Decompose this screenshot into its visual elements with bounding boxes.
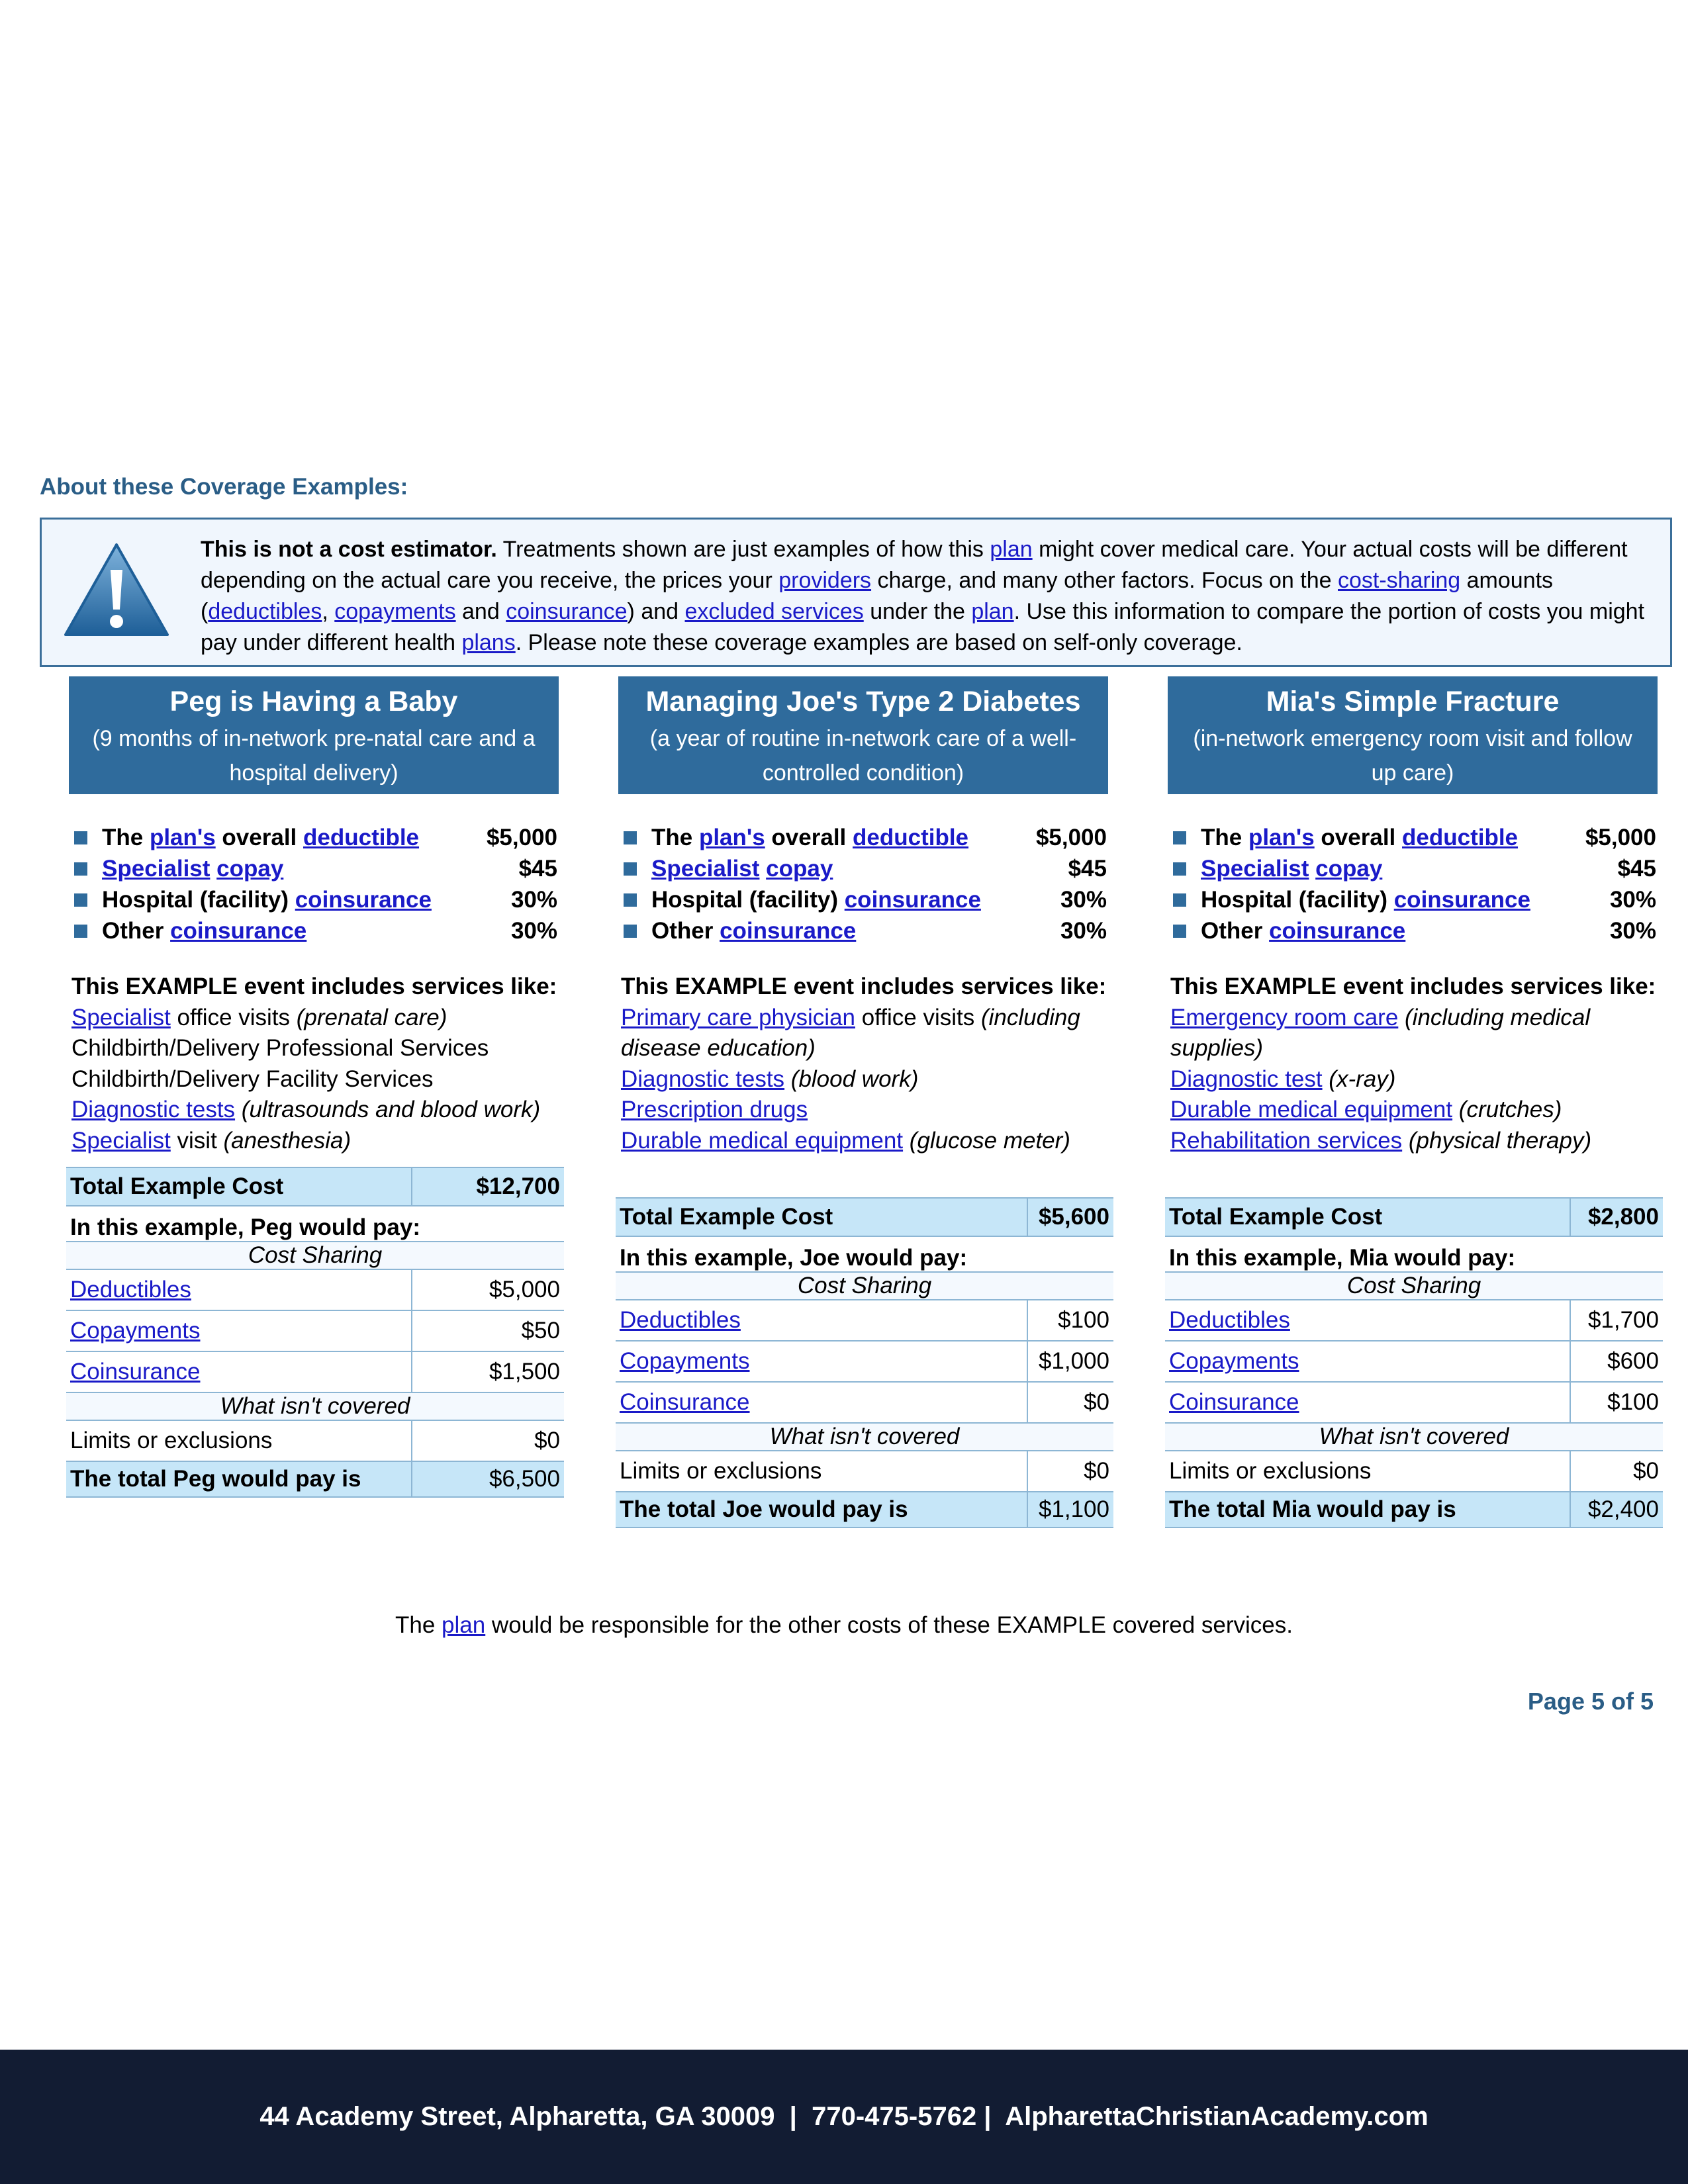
summary-row: Other coinsurance 30% [66,915,564,946]
link-coinsurance[interactable]: Coinsurance [1169,1389,1299,1415]
services-list: This EXAMPLE event includes services like: Specialist office visits (prenatal care) Childbirth/Delivery Professional Services Childbirth/Delivery Facility Services Diagnostic tests (ultrasounds and blood work) Specialist visit (anesthesia) [66,972,564,1156]
link-coinsurance[interactable]: coinsurance [844,886,981,913]
link-coinsurance[interactable]: coinsurance [720,917,857,944]
notice-text: This is not a cost estimator. Treatments shown are just examples of how this plan might cover medical care. Your actual costs will be different depending on the actual care you receive, the prices your providers charge, and many other factors. Focus on the cost-sharing amounts (deductibles, copayments and coinsurance) and excluded services under the plan. Use this information to compare the portion of costs you might pay under different health plans. Please note these coverage examples are based on self-only coverage. [201,537,1645,655]
example-joe [616,676,1113,1528]
link-coinsurance[interactable]: coinsurance [295,886,432,913]
link-copayments[interactable]: copayments [334,599,456,624]
link-diagnostic-tests[interactable]: Diagnostic tests [621,1066,785,1092]
link-primary-care-physician[interactable]: Primary care physician [621,1004,855,1030]
link-plans[interactable]: plan's [1248,824,1315,850]
link-copayments[interactable]: Copayments [70,1318,201,1343]
link-durable-medical-equipment[interactable]: Durable medical equipment [621,1127,904,1154]
link-deductibles[interactable]: Deductibles [1169,1307,1290,1333]
link-coinsurance[interactable]: Coinsurance [620,1389,750,1415]
table-row: Deductibles $1,700 [1165,1300,1663,1341]
bullet-square-icon [1173,831,1186,844]
link-specialist[interactable]: Specialist [71,1004,171,1030]
plan-summary [66,822,564,946]
link-deductibles[interactable]: deductibles [208,599,322,624]
link-coinsurance[interactable]: Coinsurance [70,1359,201,1385]
bullet-square-icon [74,862,87,876]
example-header [69,676,559,794]
link-plans[interactable]: plan's [149,824,216,850]
table-row: Copayments $50 [66,1310,564,1351]
link-deductibles[interactable]: Deductibles [70,1277,191,1302]
list-item: Specialist office visits (prenatal care) [71,1004,447,1030]
link-cost-sharing[interactable]: cost-sharing [1338,568,1461,593]
link-coinsurance[interactable]: coinsurance [1269,917,1406,944]
example-peg [66,676,564,1498]
link-specialist[interactable]: Specialist [1201,855,1309,882]
link-rehabilitation-services[interactable]: Rehabilitation services [1170,1127,1403,1154]
example-title: Peg is Having a Baby [169,686,458,717]
bullet-square-icon [624,893,637,907]
link-deductible[interactable]: deductible [1402,824,1519,850]
link-copay[interactable]: copay [1315,855,1383,882]
cost-table: Total Example Cost $5,600 In this example, Joe would pay: Cost Sharing Deductibles $100 Copayments $1,000 Coinsurance $0 What isn't covered Limits or exclusions $0 The total Joe would pay is $1,100 [616,1197,1113,1528]
list-item: Diagnostic tests (ultrasounds and blood work) [71,1097,541,1122]
table-row: Total Example Cost $5,600 [616,1198,1113,1236]
link-deductibles[interactable]: Deductibles [620,1307,741,1333]
table-row: Total Example Cost $12,700 [66,1167,564,1206]
page-number: Page 5 of 5 [1527,1688,1654,1715]
table-row: Deductibles $5,000 [66,1269,564,1310]
warning-icon [62,541,171,640]
link-prescription-drugs[interactable]: Prescription drugs [621,1097,808,1122]
link-deductible[interactable]: deductible [303,824,420,850]
list-item: Diagnostic tests (blood work) [621,1066,919,1092]
bullet-square-icon [624,925,637,938]
list-item: Emergency room care (including medical supplies) [1170,1004,1591,1061]
link-providers[interactable]: providers [778,568,872,593]
table-row: Coinsurance $0 [616,1382,1113,1423]
list-item: Childbirth/Delivery Professional Services [71,1035,489,1061]
bullet-square-icon [74,893,87,907]
list-item: Durable medical equipment (crutches) [1170,1097,1562,1122]
services-list: This EXAMPLE event includes services like: Emergency room care (including medical supplies) Diagnostic test (x-ray) Durable medical equipment (crutches) Rehabilitation services (physical therapy) [1165,972,1663,1156]
link-durable-medical-equipment[interactable]: Durable medical equipment [1170,1097,1453,1122]
list-item [621,1095,1113,1126]
cost-table: Total Example Cost $2,800 In this example, Mia would pay: Cost Sharing Deductibles $1,700 Copayments $600 Coinsurance $100 What isn't covered Limits or exclusions $0 The total Mia would pay is $2,400 [1165,1197,1663,1528]
bullet-square-icon [624,862,637,876]
cost-table: Total Example Cost $12,700 In this example, Peg would pay: Cost Sharing Deductibles $5,000 Copayments $50 Coinsurance $1,500 What isn't covered Limits or exclusions $0 The total Peg would pay is $6,500 [66,1167,564,1498]
link-plan[interactable]: plan [442,1612,486,1638]
link-diagnostic-tests[interactable]: Diagnostic tests [71,1097,236,1122]
link-copayments[interactable]: Copayments [1169,1348,1299,1374]
example-header [618,676,1108,794]
link-specialist[interactable]: Specialist [71,1127,171,1154]
example-mia [1165,676,1663,1528]
example-subtitle: (in-network emergency room visit and follow up care) [1193,726,1632,786]
table-row: The total Mia would pay is $2,400 [1165,1492,1663,1527]
table-row: Limits or exclusions $0 [616,1451,1113,1492]
example-title: Mia's Simple Fracture [1266,686,1560,717]
plan-summary [1165,822,1663,946]
bullet-square-icon [624,831,637,844]
list-item: Childbirth/Delivery Facility Services [71,1066,434,1092]
table-row: Copayments $1,000 [616,1341,1113,1382]
link-plans[interactable]: plan's [698,824,765,850]
link-excluded-services[interactable]: excluded services [684,599,864,624]
list-item: Primary care physician office visits (including disease education) [621,1004,1080,1061]
summary-row: The plan's overall deductible $5,000 [66,822,564,853]
link-copayments[interactable]: Copayments [620,1348,750,1374]
bullet-square-icon [1173,925,1186,938]
link-coinsurance[interactable]: coinsurance [170,917,307,944]
link-copay[interactable]: copay [216,855,284,882]
example-header [1168,676,1658,794]
example-subtitle: (a year of routine in-network care of a well-controlled condition) [649,726,1077,786]
list-item: Diagnostic test (x-ray) [1170,1066,1396,1092]
table-row: Deductibles $100 [616,1300,1113,1341]
link-copay[interactable]: copay [766,855,833,882]
link-coinsurance[interactable]: coinsurance [506,599,628,624]
link-diagnostic-test[interactable]: Diagnostic test [1170,1066,1323,1092]
table-row: Coinsurance $100 [1165,1382,1663,1423]
bullet-square-icon [74,925,87,938]
footer-contact: 44 Academy Street, Alpharetta, GA 30009 | 770-475-5762 | AlpharettaChristianAcademy.com [0,2050,1688,2184]
list-item: Durable medical equipment (glucose meter) [621,1127,1070,1154]
table-row: Copayments $600 [1165,1341,1663,1382]
table-row: Limits or exclusions $0 [66,1420,564,1461]
bullet-square-icon [74,831,87,844]
link-plans[interactable]: plans [461,630,516,655]
link-specialist[interactable]: Specialist [651,855,760,882]
summary-row: Hospital (facility) coinsurance 30% [66,884,564,915]
section-title: About these Coverage Examples: [40,474,408,500]
summary-row: Other coinsurance 30% [616,915,1113,946]
summary-row: Hospital (facility) coinsurance 30% [616,884,1113,915]
table-row: Coinsurance $1,500 [66,1351,564,1392]
table-row: Limits or exclusions $0 [1165,1451,1663,1492]
plan-summary [616,822,1113,946]
summary-row: Specialist copay $45 [616,853,1113,884]
list-item: Rehabilitation services (physical therapy) [1170,1127,1592,1154]
summary-row: Other coinsurance 30% [1165,915,1663,946]
link-plan[interactable]: plan [971,599,1014,624]
link-deductible[interactable]: deductible [853,824,969,850]
example-title: Managing Joe's Type 2 Diabetes [645,686,1081,717]
table-row: Total Example Cost $2,800 [1165,1198,1663,1236]
summary-row: The plan's overall deductible $5,000 [1165,822,1663,853]
bullet-square-icon [1173,862,1186,876]
list-item: Specialist visit (anesthesia) [71,1127,352,1154]
summary-row: The plan's overall deductible $5,000 [616,822,1113,853]
notice-box [40,518,1672,667]
bullet-square-icon [1173,893,1186,907]
link-coinsurance[interactable]: coinsurance [1393,886,1530,913]
table-row: The total Peg would pay is $6,500 [66,1461,564,1497]
services-list: This EXAMPLE event includes services like: Primary care physician office visits (including disease education) Diagnostic tests (blood work) Prescription drugs Durable medical equipment (glucose meter) [616,972,1113,1156]
closing-note: The plan would be responsible for the other costs of these EXAMPLE covered services. [395,1612,1293,1638]
summary-row: Specialist copay $45 [66,853,564,884]
summary-row: Specialist copay $45 [1165,853,1663,884]
link-emergency-room-care[interactable]: Emergency room care [1170,1004,1399,1030]
example-subtitle: (9 months of in-network pre-natal care and a hospital delivery) [92,726,536,786]
summary-row: Hospital (facility) coinsurance 30% [1165,884,1663,915]
table-row: The total Joe would pay is $1,100 [616,1492,1113,1527]
link-specialist[interactable]: Specialist [102,855,211,882]
link-plan[interactable]: plan [990,537,1033,562]
